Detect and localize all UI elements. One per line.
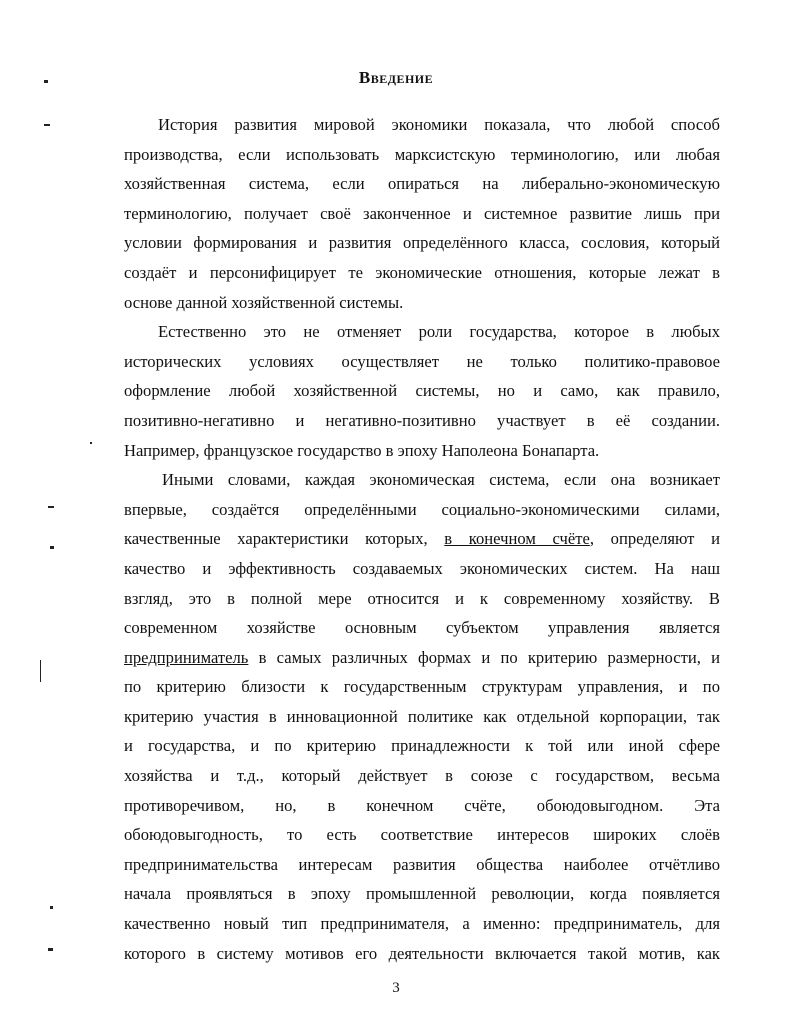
text-line: Естественно это не отменяет роли государства, которое в любых (158, 322, 720, 342)
text-line: качество и эффективность создаваемых экономических систем. На наш (124, 558, 720, 578)
text-line: впервые, создаётся определёнными социально-экономическими силами, (124, 499, 720, 519)
text-line: терминологию, получает своё законченное и системное развитие лишь при (124, 203, 720, 223)
text-line: современном хозяйстве основным субъектом управления является (124, 618, 720, 638)
underlined-phrase: предприниматель (124, 647, 249, 667)
body-text (124, 110, 720, 968)
scan-mark (50, 906, 53, 909)
text-line: которого в систему мотивов его деятельности включается такой мотив, как (124, 943, 720, 963)
scan-mark (40, 660, 41, 682)
scan-mark (48, 948, 53, 951)
text-span: в самых различных формах и по критерию размерности, и (248, 647, 720, 667)
page-number: 3 (392, 980, 400, 996)
text-line: критерию участия в инновационной политике как отдельной корпорации, так (124, 706, 720, 726)
text-line: оформление любой хозяйственной системы, но и само, как правило, (124, 381, 720, 401)
underlined-phrase: в конечном счёте (444, 529, 590, 549)
text-line: начала проявляться в эпоху промышленной революции, когда появляется (124, 884, 720, 904)
scan-mark (90, 442, 92, 444)
text-span: , определяют и (589, 529, 720, 549)
text-line: Например, французское государство в эпоху Наполеона Бонапарта. (124, 440, 600, 460)
scan-mark (48, 506, 54, 508)
text-line: качественно новый тип предпринимателя, а именно: предприниматель, для (124, 914, 720, 934)
text-line: условии формирования и развития определённого класса, сословия, который (124, 233, 720, 253)
text-line: создаёт и персонифицирует те экономические отношения, которые лежат в (124, 262, 720, 282)
text-span: качественные характеристики которых, (124, 529, 445, 549)
text-line: хозяйства и т.д., который действует в союзе с государством, весьма (124, 766, 720, 786)
text-line: обоюдовыгодность, то есть соответствие интересов широких слоёв (124, 825, 720, 845)
scan-mark (50, 546, 54, 549)
text-line: и государства, и по критерию принадлежности к той или иной сфере (124, 736, 720, 756)
text-line (124, 643, 720, 673)
text-line: исторических условиях осуществляет не только политико-правовое (124, 351, 720, 371)
text-line: История развития мировой экономики показала, что любой способ (158, 115, 720, 134)
scan-mark (44, 124, 50, 126)
text-line: противоречивом, но, в конечном счёте, обоюдовыгодном. Эта (124, 795, 720, 815)
text-line: основе данной хозяйственной системы. (124, 292, 404, 312)
text-line: производства, если использовать марксистскую терминологию, или любая (124, 144, 720, 164)
text-line (124, 524, 720, 554)
text-line: взгляд, это в полной мере относится и к современному хозяйству. В (124, 588, 720, 608)
text-line: хозяйственная система, если опираться на либерально-экономическую (124, 174, 720, 194)
page-title: Введение (358, 68, 434, 87)
text-line: Иными словами, каждая экономическая система, если она возникает (162, 470, 720, 490)
text-line: предпринимательства интересам развития общества наиболее отчётливо (124, 854, 720, 874)
text-line: по критерию близости к государственным структурам управления, и по (124, 677, 720, 697)
text-line: позитивно-негативно и негативно-позитивно участвует в её создании. (124, 410, 720, 430)
